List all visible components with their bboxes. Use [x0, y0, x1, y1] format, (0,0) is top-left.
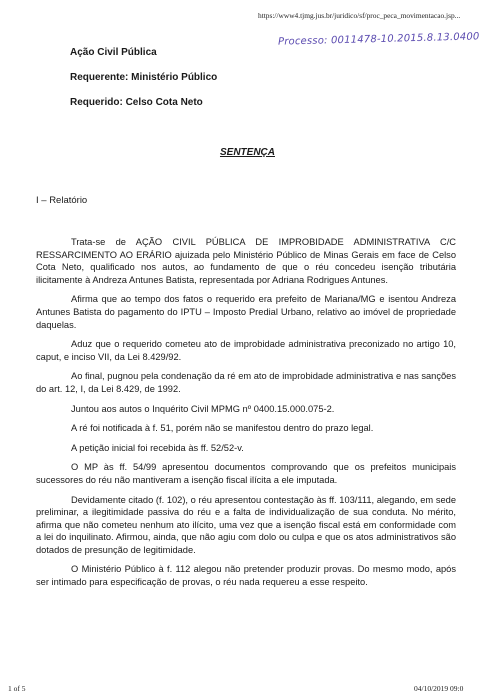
paragraph: Aduz que o requerido cometeu ato de improbidade administrativa preconizado no artigo 10, caput, e inciso VII, da Lei 8.429/92. [36, 339, 456, 362]
paragraph: O MP às ff. 54/99 apresentou documentos comprovando que os prefeitos municipais sucessores do réu não mantiveram a isenção fiscal ilícita a ele imputada. [36, 462, 456, 485]
print-timestamp: 04/10/2019 09:0 [414, 684, 464, 693]
page-counter: 1 of 5 [8, 684, 26, 693]
defendant-name: Celso Cota Neto [125, 97, 203, 108]
paragraph: A petição inicial foi recebida às ff. 52/52-v. [71, 442, 244, 453]
paragraph: A ré foi notificada à f. 51, porém não se manifestou dentro do prazo legal. [71, 423, 374, 434]
paragraph: Ao final, pugnou pela condenação da ré em ato de improbidade administrativa e nas sanções do art. 12, I, da Lei 8.429, de 1992. [36, 371, 456, 394]
paragraph: Trata-se de AÇÃO CIVIL PÚBLICA DE IMPROBIDADE ADMINISTRATIVA C/C RESSARCIMENTO AO ERÁRIO ajuizada pelo Ministério Público de Minas Gerais em face de Celso Cota Neto, qualificado nos autos, ao fundamento de que o réu concedeu isenção tributária ilicitamente à Andreza Antunes Batista, representada por Adriana Rodrigues Antunes. [36, 237, 456, 285]
plaintiff-line [70, 72, 217, 83]
report-body [36, 236, 456, 596]
plaintiff-label: Requerente: [70, 72, 129, 83]
paragraph: Juntou aos autos o Inquérito Civil MPMG nº 0400.15.000.075-2. [71, 403, 335, 414]
document-title: SENTENÇA [219, 147, 275, 158]
paragraph: O Ministério Público à f. 112 alegou não pretender produzir provas. Do mesmo modo, após ser intimado para especificação de provas, o réu nada requereu a esse respeito. [36, 564, 456, 588]
paragraph: Devidamente citado (f. 102), o réu apresentou contestação às ff. 103/111, alegando, em sede preliminar, a ilegitimidade passiva do réu e a falta de individualização de sua conduta. No mérito, afirma que não cometeu nenhum ato ilícito, uma vez que a isenção fiscal está em conformidade com a lei do inquilinato. Afirmou, ainda, que não agiu com dolo ou culpa e que os atos administrativos são dotados de presunção de legitimidade. [36, 494, 456, 555]
section-heading: I – Relatório [36, 195, 88, 206]
process-number-stamp: Processo: 0011478-10.2015.8.13.0400 [277, 31, 480, 48]
plaintiff-name: Ministério Público [131, 72, 218, 83]
paragraph: Afirma que ao tempo dos fatos o requerido era prefeito de Mariana/MG e isentou Andreza Antunes Batista do pagamento do IPTU – Imposto Predial Urbano, relativo ao imóvel de propriedade daquelas. [36, 294, 456, 330]
defendant-line [70, 97, 203, 108]
source-url: https://www4.tjmg.jus.br/juridico/sf/proc_peca_movimentacao.jsp... [258, 11, 461, 20]
case-type: Ação Civil Pública [70, 47, 157, 58]
defendant-label: Requerido: [70, 97, 123, 108]
